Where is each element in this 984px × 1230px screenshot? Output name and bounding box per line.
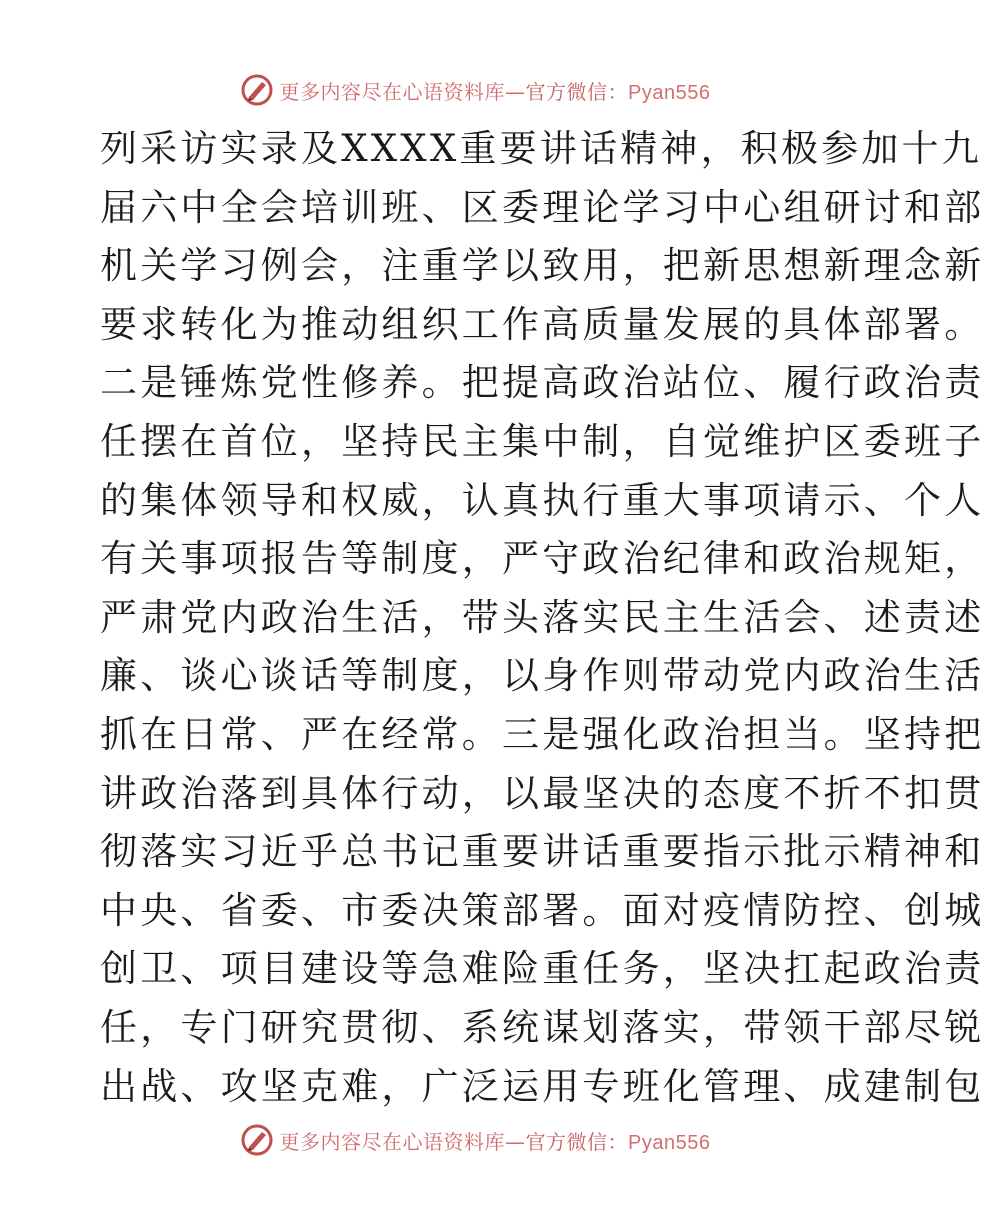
body-line: 任，专门研究贯彻、系统谋划落实，带领干部尽锐 <box>100 1005 984 1049</box>
watermark-text <box>280 76 711 105</box>
watermark-separator: — <box>505 79 526 104</box>
body-line: 任摆在首位，坚持民主集中制，自觉维护区委班子 <box>100 419 984 463</box>
body-line: 要求转化为推动组织工作高质量发展的具体部署。 <box>100 302 984 346</box>
document-body <box>100 120 984 1116</box>
body-line: 二是锤炼党性修养。把提高政治站位、履行政治责 <box>100 361 984 405</box>
body-line: 彻落实习近乎总书记重要讲话重要指示批示精神和 <box>100 830 984 874</box>
watermark-label: 官方微信： <box>525 79 629 104</box>
body-line: 严肃党内政治生活，带头落实民主生活会、述责述 <box>100 595 984 639</box>
watermark-label: 官方微信： <box>525 1129 629 1154</box>
body-line: 列采访实录及XXXX重要讲话精神，积极参加十九 <box>100 127 982 170</box>
body-line: 机关学习例会，注重学以致用，把新思想新理念新 <box>100 244 984 288</box>
body-line: 抓在日常、严在经常。三是强化政治担当。坚持把 <box>100 712 984 756</box>
watermark-text <box>280 1126 711 1155</box>
body-line: 出战、攻坚克难，广泛运用专班化管理、成建制包 <box>100 1064 984 1108</box>
body-line: 讲政治落到具体行动，以最坚决的态度不折不扣贯 <box>100 771 984 815</box>
body-line: 中央、省委、市委决策部署。面对疫情防控、创城 <box>100 888 984 932</box>
body-line: 届六中全会培训班、区委理论学习中心组研讨和部 <box>100 185 984 229</box>
pen-logo-icon <box>240 1123 274 1157</box>
pen-logo-icon <box>240 73 274 107</box>
watermark-id: Pyan556 <box>628 81 711 104</box>
footer-watermark <box>0 1120 950 1160</box>
watermark-separator: — <box>505 1129 526 1154</box>
header-watermark <box>0 70 950 110</box>
watermark-site: 更多内容尽在心语资料库 <box>279 1129 506 1154</box>
body-line: 的集体领导和权威，认真执行重大事项请示、个人 <box>100 478 984 522</box>
body-line: 廉、谈心谈话等制度，以身作则带动党内政治生活 <box>100 654 984 698</box>
watermark-site: 更多内容尽在心语资料库 <box>279 79 506 104</box>
watermark-id: Pyan556 <box>628 1131 711 1154</box>
body-line: 创卫、项目建设等急难险重任务，坚决扛起政治责 <box>100 947 984 991</box>
body-line: 有关事项报告等制度，严守政治纪律和政治规矩， <box>100 537 984 581</box>
